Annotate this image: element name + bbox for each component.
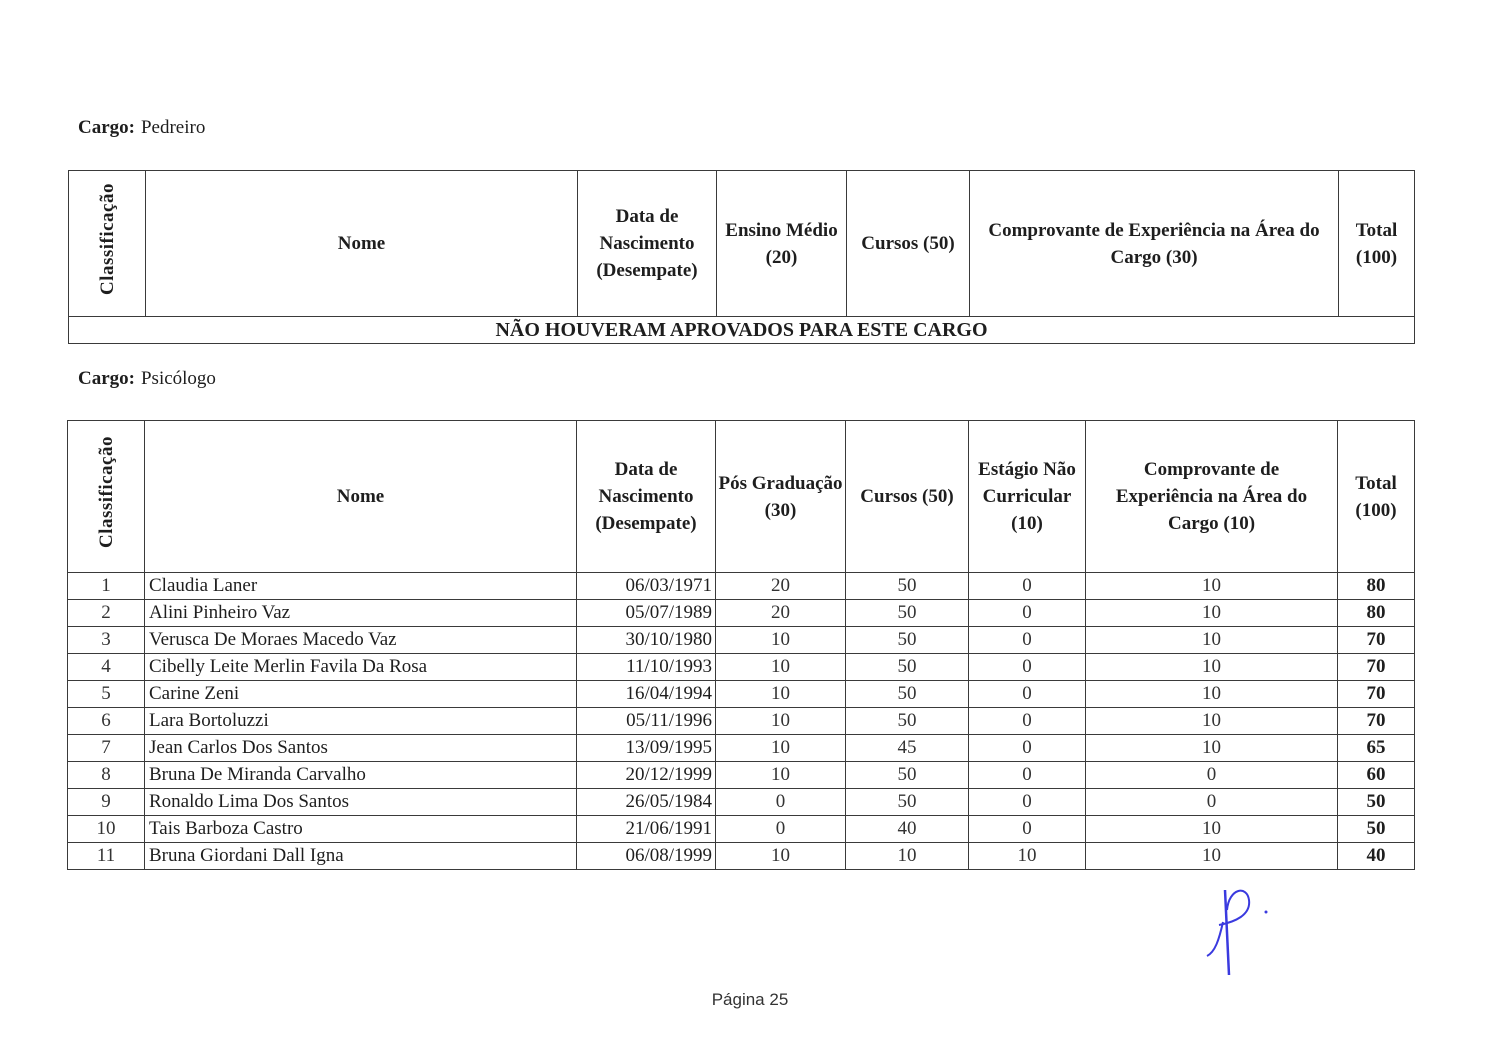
total-cell: 80 [1338, 600, 1415, 627]
header-classificacao: Classificação [69, 171, 146, 317]
date-cell: 05/11/1996 [577, 708, 716, 735]
cursos-cell: 50 [846, 681, 969, 708]
header-total: Total (100) [1339, 171, 1415, 317]
rank-cell: 10 [68, 816, 145, 843]
total-cell: 50 [1338, 816, 1415, 843]
header-ensino: Ensino Médio (20) [717, 171, 847, 317]
name-cell: Carine Zeni [145, 681, 577, 708]
cursos-cell: 50 [846, 654, 969, 681]
header-comprovante: Comprovante de Experiência na Área do Cargo (10) [1086, 421, 1338, 573]
date-cell: 21/06/1991 [577, 816, 716, 843]
pos-graduacao-cell: 0 [716, 816, 846, 843]
estagio-cell: 0 [969, 762, 1086, 789]
estagio-cell: 0 [969, 600, 1086, 627]
header-estagio: Estágio Não Curricular (10) [969, 421, 1086, 573]
header-cursos: Cursos (50) [847, 171, 970, 317]
comprovante-cell: 10 [1086, 681, 1338, 708]
comprovante-cell: 0 [1086, 762, 1338, 789]
pos-graduacao-cell: 10 [716, 708, 846, 735]
name-cell: Bruna Giordani Dall Igna [145, 843, 577, 870]
comprovante-cell: 10 [1086, 708, 1338, 735]
cursos-cell: 50 [846, 573, 969, 600]
total-cell: 70 [1338, 654, 1415, 681]
table-row [68, 681, 1415, 708]
comprovante-cell: 10 [1086, 735, 1338, 762]
estagio-cell: 0 [969, 627, 1086, 654]
cargo-label: Cargo: [78, 368, 135, 389]
header-cursos: Cursos (50) [846, 421, 969, 573]
cargo-value: Pedreiro [140, 117, 206, 138]
total-cell: 70 [1338, 681, 1415, 708]
estagio-cell: 0 [969, 735, 1086, 762]
date-cell: 06/03/1971 [577, 573, 716, 600]
date-cell: 11/10/1993 [577, 654, 716, 681]
name-cell: Jean Carlos Dos Santos [145, 735, 577, 762]
comprovante-cell: 10 [1086, 843, 1338, 870]
no-results-message: NÃO HOUVERAM APROVADOS PARA ESTE CARGO [69, 317, 1415, 344]
cursos-cell: 50 [846, 627, 969, 654]
table-row [68, 816, 1415, 843]
estagio-cell: 0 [969, 816, 1086, 843]
cursos-cell: 40 [846, 816, 969, 843]
pedreiro-table [68, 170, 1415, 344]
comprovante-cell: 10 [1086, 627, 1338, 654]
rank-cell: 11 [68, 843, 145, 870]
comprovante-cell: 10 [1086, 573, 1338, 600]
header-comprovante: Comprovante de Experiência na Área do Cargo (30) [970, 171, 1339, 317]
date-cell: 06/08/1999 [577, 843, 716, 870]
estagio-cell: 0 [969, 681, 1086, 708]
name-cell: Bruna De Miranda Carvalho [145, 762, 577, 789]
cargo-label: Cargo: [78, 117, 135, 138]
total-cell: 70 [1338, 627, 1415, 654]
pos-graduacao-cell: 10 [716, 654, 846, 681]
estagio-cell: 10 [969, 843, 1086, 870]
no-results-row [69, 317, 1415, 344]
table-row [68, 789, 1415, 816]
rank-cell: 1 [68, 573, 145, 600]
psicologo-table [67, 420, 1415, 870]
total-cell: 50 [1338, 789, 1415, 816]
rank-cell: 2 [68, 600, 145, 627]
pos-graduacao-cell: 10 [716, 843, 846, 870]
cargo-heading-pedreiro [78, 117, 205, 139]
pos-graduacao-cell: 0 [716, 789, 846, 816]
total-cell: 60 [1338, 762, 1415, 789]
total-cell: 40 [1338, 843, 1415, 870]
name-cell: Lara Bortoluzzi [145, 708, 577, 735]
date-cell: 05/07/1989 [577, 600, 716, 627]
cursos-cell: 50 [846, 789, 969, 816]
total-cell: 80 [1338, 573, 1415, 600]
rank-cell: 5 [68, 681, 145, 708]
cursos-cell: 45 [846, 735, 969, 762]
header-nome: Nome [145, 421, 577, 573]
header-row [68, 421, 1415, 573]
rank-cell: 3 [68, 627, 145, 654]
date-cell: 26/05/1984 [577, 789, 716, 816]
name-cell: Claudia Laner [145, 573, 577, 600]
table-row [68, 843, 1415, 870]
cargo-value: Psicólogo [140, 368, 216, 389]
cargo-heading-psicologo [78, 368, 216, 390]
comprovante-cell: 0 [1086, 789, 1338, 816]
pos-graduacao-cell: 10 [716, 762, 846, 789]
header-classificacao: Classificação [68, 421, 145, 573]
rank-cell: 6 [68, 708, 145, 735]
rank-cell: 9 [68, 789, 145, 816]
name-cell: Ronaldo Lima Dos Santos [145, 789, 577, 816]
table-row [68, 654, 1415, 681]
name-cell: Cibelly Leite Merlin Favila Da Rosa [145, 654, 577, 681]
estagio-cell: 0 [969, 708, 1086, 735]
cursos-cell: 50 [846, 762, 969, 789]
cursos-cell: 50 [846, 600, 969, 627]
header-pos: Pós Graduação (30) [716, 421, 846, 573]
total-cell: 65 [1338, 735, 1415, 762]
pos-graduacao-cell: 10 [716, 681, 846, 708]
header-nome: Nome [146, 171, 578, 317]
name-cell: Alini Pinheiro Vaz [145, 600, 577, 627]
estagio-cell: 0 [969, 654, 1086, 681]
date-cell: 16/04/1994 [577, 681, 716, 708]
comprovante-cell: 10 [1086, 816, 1338, 843]
comprovante-cell: 10 [1086, 600, 1338, 627]
table-row [68, 762, 1415, 789]
name-cell: Verusca De Moraes Macedo Vaz [145, 627, 577, 654]
table-row [68, 627, 1415, 654]
estagio-cell: 0 [969, 573, 1086, 600]
header-row [69, 171, 1415, 317]
table-row [68, 600, 1415, 627]
date-cell: 30/10/1980 [577, 627, 716, 654]
page-number: Página 25 [711, 990, 789, 1009]
header-data: Data de Nascimento (Desempate) [578, 171, 717, 317]
pos-graduacao-cell: 10 [716, 735, 846, 762]
estagio-cell: 0 [969, 789, 1086, 816]
header-total: Total (100) [1338, 421, 1415, 573]
rank-cell: 8 [68, 762, 145, 789]
total-cell: 70 [1338, 708, 1415, 735]
date-cell: 13/09/1995 [577, 735, 716, 762]
header-data: Data de Nascimento (Desempate) [577, 421, 716, 573]
table-row [68, 735, 1415, 762]
comprovante-cell: 10 [1086, 654, 1338, 681]
cursos-cell: 50 [846, 708, 969, 735]
pos-graduacao-cell: 10 [716, 627, 846, 654]
rank-cell: 4 [68, 654, 145, 681]
signature-image [1205, 880, 1285, 980]
pos-graduacao-cell: 20 [716, 600, 846, 627]
name-cell: Tais Barboza Castro [145, 816, 577, 843]
rank-cell: 7 [68, 735, 145, 762]
table-row [68, 573, 1415, 600]
date-cell: 20/12/1999 [577, 762, 716, 789]
pos-graduacao-cell: 20 [716, 573, 846, 600]
table-row [68, 708, 1415, 735]
cursos-cell: 10 [846, 843, 969, 870]
